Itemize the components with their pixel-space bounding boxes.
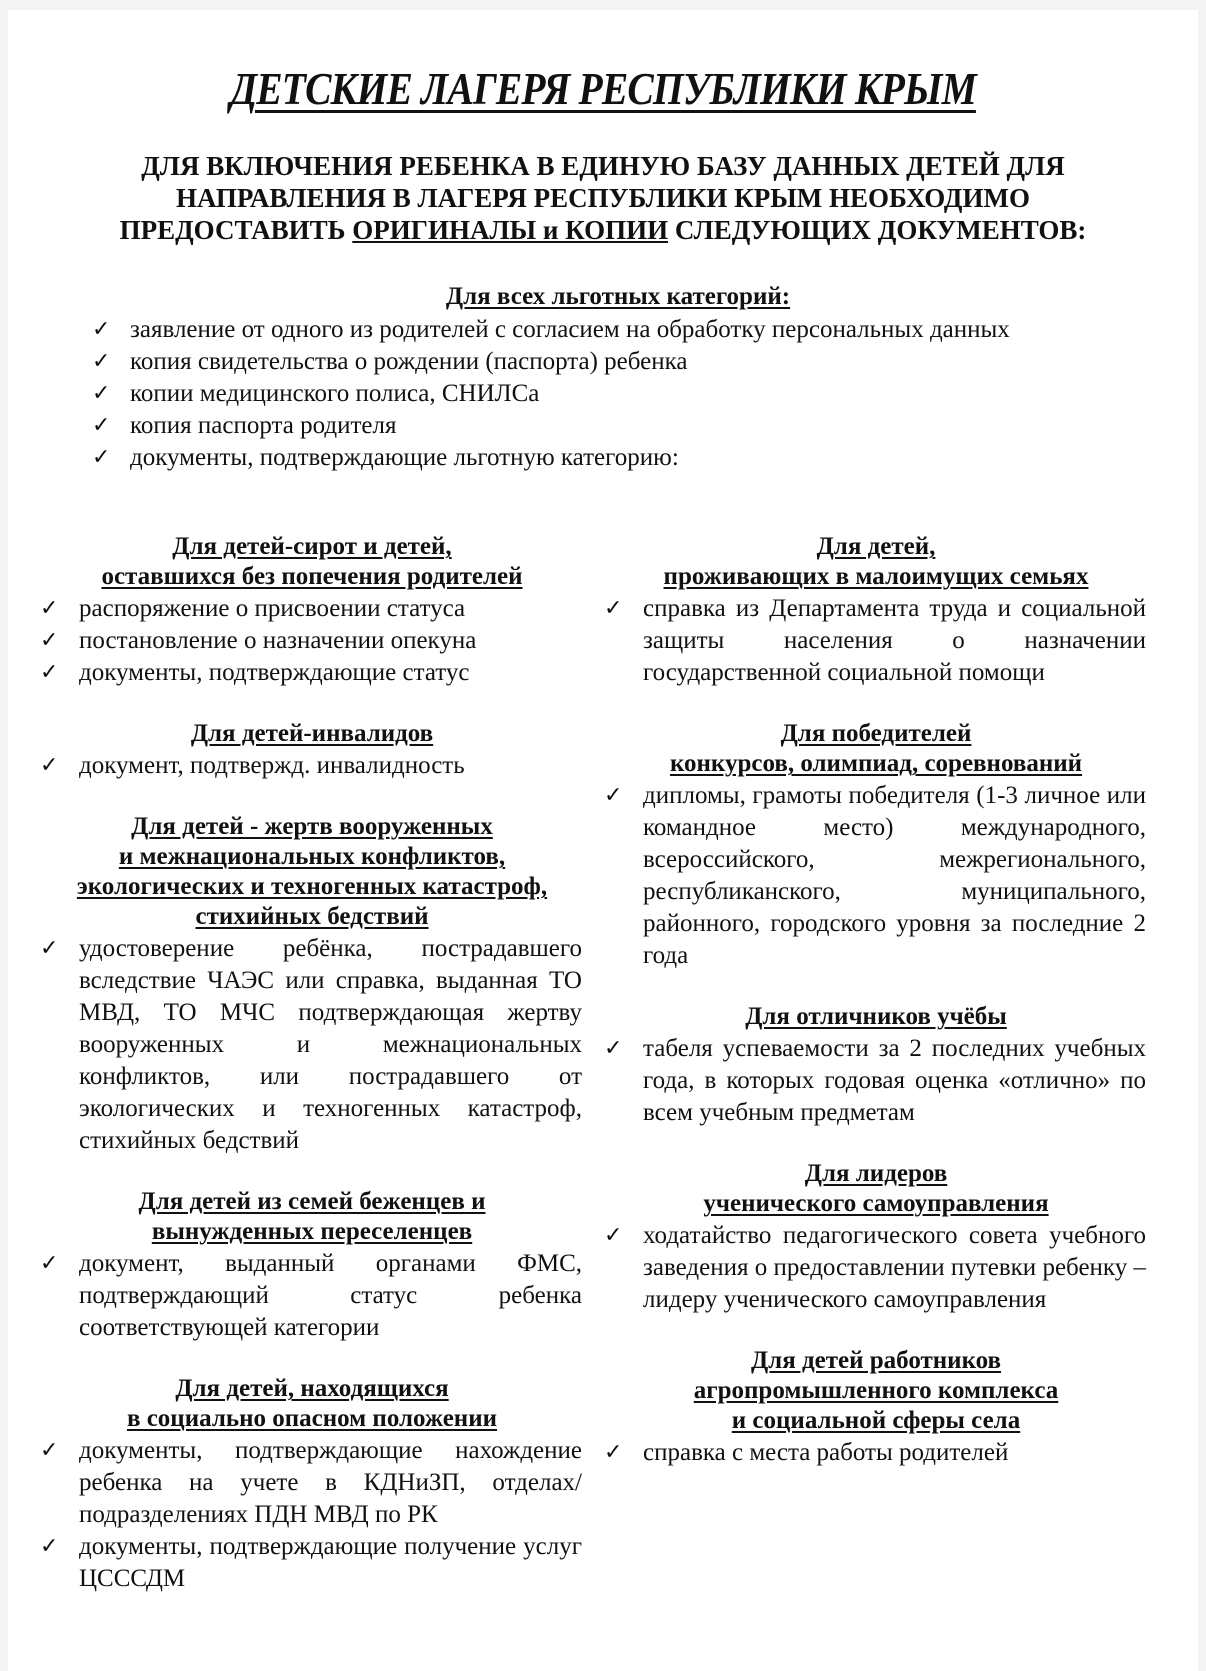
category-conflict-victims <box>42 812 582 1157</box>
category-heading <box>606 1002 1146 1032</box>
title-text: ДЕТСКИЕ ЛАГЕРЯ РЕСПУБЛИКИ КРЫМ <box>230 63 976 114</box>
list-item <box>42 657 582 689</box>
requirements-list <box>606 1437 1146 1469</box>
heading-line: в социально опасном положении <box>126 1405 498 1432</box>
list-item <box>606 1033 1146 1129</box>
list-item-text: дипломы, грамоты победителя (1-3 личное или командное место) международного, всероссийского, межрегионального, республиканского, муниципального, районного, городского уровня за последние 2 года <box>643 782 1146 969</box>
requirements-list <box>42 1435 582 1595</box>
checkmark-icon: ✓ <box>604 1223 623 1248</box>
checkmark-icon: ✓ <box>40 753 59 778</box>
heading-line: и социальной сферы села <box>731 1407 1021 1434</box>
heading-line: стихийных бедствий <box>195 903 429 930</box>
list-item <box>42 933 582 1157</box>
list-item-text: документ, выданный органами ФМС, подтверждающий статус ребенка соответствующей категории <box>79 1250 582 1341</box>
all-categories-list <box>88 314 1148 474</box>
heading-line: Для победителей <box>780 720 972 747</box>
section-heading-text: Для всех льготных категорий: <box>445 283 791 310</box>
requirements-list <box>606 593 1146 689</box>
list-item <box>42 625 582 657</box>
list-item <box>88 346 1148 378</box>
intro-line-1: ДЛЯ ВКЛЮЧЕНИЯ РЕБЕНКА В ЕДИНУЮ БАЗУ ДАННЫХ ДЕТЕЙ ДЛЯ <box>141 151 1065 181</box>
checkmark-icon: ✓ <box>604 1036 623 1061</box>
list-item <box>606 1437 1146 1469</box>
checkmark-icon: ✓ <box>40 628 59 653</box>
right-column <box>606 532 1146 1499</box>
list-item-text: справка из Департамента труда и социальной защиты населения о назначении государственной социальной помощи <box>643 595 1146 686</box>
category-student-leaders <box>606 1159 1146 1316</box>
category-competition-winners <box>606 719 1146 972</box>
checkmark-icon: ✓ <box>40 1534 59 1559</box>
list-item <box>42 750 582 782</box>
heading-line: оставшихся без попечения родителей <box>101 563 523 590</box>
list-item-text: распоряжение о присвоении статуса <box>79 595 466 622</box>
list-item <box>88 410 1148 442</box>
heading-line: проживающих в малоимущих семьях <box>663 563 1089 590</box>
list-item-text: документ, подтвержд. инвалидность <box>79 752 465 779</box>
category-heading <box>42 532 582 592</box>
list-item-text: постановление о назначении опекуна <box>79 627 477 654</box>
heading-line: Для детей из семей беженцев и <box>138 1188 486 1215</box>
all-categories-section <box>88 282 1148 474</box>
requirements-list <box>606 780 1146 972</box>
checkmark-icon: ✓ <box>604 1440 623 1465</box>
list-item-text: копия свидетельства о рождении (паспорта) ребенка <box>130 348 688 375</box>
heading-line: агропромышленного комплекса <box>693 1377 1059 1404</box>
section-heading <box>88 282 1148 312</box>
heading-line: и межнациональных конфликтов, <box>118 843 506 870</box>
checkmark-icon: ✓ <box>604 783 623 808</box>
checkmark-icon: ✓ <box>40 936 59 961</box>
originals-and-copies-emphasis: ОРИГИНАЛЫ и КОПИИ <box>352 215 669 245</box>
checkmark-icon: ✓ <box>92 413 111 438</box>
checkmark-icon: ✓ <box>92 381 111 406</box>
requirements-list <box>606 1220 1146 1316</box>
category-low-income <box>606 532 1146 689</box>
heading-line: вынужденных переселенцев <box>151 1218 473 1245</box>
category-agro-workers-children <box>606 1346 1146 1469</box>
checkmark-icon: ✓ <box>92 317 111 342</box>
list-item-text: табеля успеваемости за 2 последних учебных года, в которых годовая оценка «отлично» по всем учебным предметам <box>643 1035 1146 1126</box>
category-refugees <box>42 1187 582 1344</box>
category-excellent-students <box>606 1002 1146 1129</box>
intro-line-3-post: СЛЕДУЮЩИХ ДОКУМЕНТОВ: <box>668 215 1087 245</box>
category-heading <box>606 1159 1146 1219</box>
heading-line: Для детей - жертв вооруженных <box>131 813 493 840</box>
list-item-text: справка с места работы родителей <box>643 1439 1009 1466</box>
category-socially-dangerous <box>42 1374 582 1595</box>
list-item <box>606 593 1146 689</box>
intro-line-3-pre: ПРЕДОСТАВИТЬ <box>119 215 353 245</box>
left-column <box>42 532 582 1625</box>
list-item <box>88 314 1148 346</box>
list-item-text: ходатайство педагогического совета учебного заведения о предоставлении путевки ребенку – лидеру ученического самоуправления <box>643 1222 1146 1313</box>
list-item-text: документы, подтверждающие статус <box>79 659 470 686</box>
list-item-text: удостоверение ребёнка, пострадавшего вследствие ЧАЭС или справка, выданная ТО МВД, ТО МЧС подтверждающая жертву вооруженных и межнациональных конфликтов, или пострадавшего от экологических и техногенных катастроф, стихийных бедствий <box>79 935 582 1154</box>
heading-line: Для отличников учёбы <box>745 1003 1007 1030</box>
checkmark-icon: ✓ <box>40 1438 59 1463</box>
checkmark-icon: ✓ <box>40 1251 59 1276</box>
page-title <box>91 62 1114 115</box>
category-disabled <box>42 719 582 782</box>
checkmark-icon: ✓ <box>92 349 111 374</box>
category-heading <box>606 1346 1146 1436</box>
list-item <box>606 780 1146 972</box>
intro-line-2: НАПРАВЛЕНИЯ В ЛАГЕРЯ РЕСПУБЛИКИ КРЫМ НЕОБХОДИМО <box>176 183 1030 213</box>
heading-line: ученического самоуправления <box>703 1190 1049 1217</box>
intro-heading <box>8 150 1198 246</box>
heading-line: Для детей-сирот и детей, <box>172 533 452 560</box>
heading-line: конкурсов, олимпиад, соревнований <box>669 750 1083 777</box>
checkmark-icon: ✓ <box>40 660 59 685</box>
list-item-text: копии медицинского полиса, СНИЛСа <box>130 380 540 407</box>
heading-line: Для детей работников <box>750 1347 1002 1374</box>
requirements-list <box>42 933 582 1157</box>
list-item <box>88 442 1148 474</box>
list-item <box>42 1435 582 1531</box>
list-item-text: копия паспорта родителя <box>130 412 397 439</box>
requirements-list <box>42 1248 582 1344</box>
heading-line: Для детей-инвалидов <box>190 720 434 747</box>
category-orphans <box>42 532 582 689</box>
document-page <box>8 10 1198 1671</box>
category-heading <box>42 1187 582 1247</box>
list-item <box>42 1531 582 1595</box>
requirements-list <box>42 593 582 689</box>
heading-line: Для лидеров <box>804 1160 948 1187</box>
intro-line-3 <box>8 214 1198 246</box>
checkmark-icon: ✓ <box>92 445 111 470</box>
category-heading <box>42 719 582 749</box>
requirements-list <box>606 1033 1146 1129</box>
checkmark-icon: ✓ <box>604 596 623 621</box>
list-item-text: документы, подтверждающие льготную категорию: <box>130 444 679 471</box>
category-heading <box>42 812 582 932</box>
list-item <box>42 1248 582 1344</box>
list-item <box>606 1220 1146 1316</box>
heading-line: экологических и техногенных катастроф, <box>76 873 548 900</box>
requirements-list <box>42 750 582 782</box>
list-item-text: документы, подтверждающие нахождение ребенка на учете в КДНиЗП, отделах/подразделениях ПДН МВД по РК <box>79 1437 582 1528</box>
list-item <box>42 593 582 625</box>
category-heading <box>606 532 1146 592</box>
category-heading <box>42 1374 582 1434</box>
list-item-text: документы, подтверждающие получение услуг ЦСССДМ <box>79 1533 582 1592</box>
checkmark-icon: ✓ <box>40 596 59 621</box>
category-heading <box>606 719 1146 779</box>
list-item-text: заявление от одного из родителей с согласием на обработку персональных данных <box>130 316 1010 343</box>
list-item <box>88 378 1148 410</box>
heading-line: Для детей, находящихся <box>175 1375 449 1402</box>
heading-line: Для детей, <box>816 533 936 560</box>
